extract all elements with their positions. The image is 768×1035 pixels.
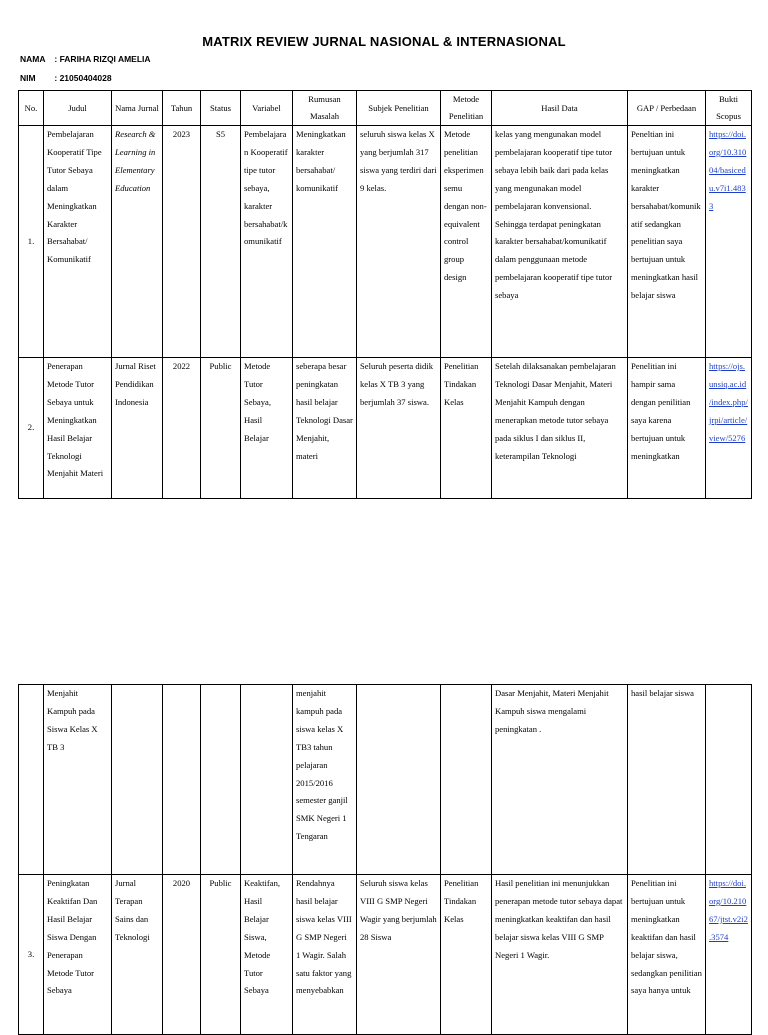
- header-rumusan-masalah: Rumusan Masalah: [293, 91, 357, 126]
- cell-judul: Penerapan Metode Tutor Sebaya untuk Meningkatkan Hasil Belajar Teknologi Menjahit Materi: [44, 358, 112, 499]
- cell-jurnal: Jurnal Terapan Sains dan Teknologi: [112, 875, 163, 1035]
- table-row: [19, 875, 752, 1035]
- student-nim-line: [20, 73, 112, 83]
- cell-gap: Penelitian ini hampir sama dengan penilitian saya karena bertujuan untuk meningkatkan: [628, 358, 706, 499]
- cell-tahun: 2022: [163, 358, 201, 499]
- cell-bukti: [706, 126, 752, 358]
- cell-metode: Penelitian Tindakan Kelas: [441, 358, 492, 499]
- scopus-link[interactable]: https://doi.org/10.21067/jtst.v2i2.3574: [709, 878, 748, 942]
- cell-gap: hasil belajar siswa: [628, 685, 706, 875]
- cell-metode: Penelitian Tindakan Kelas: [441, 875, 492, 1035]
- cell-subjek: [357, 685, 441, 875]
- cell-tahun: [163, 685, 201, 875]
- cell-subjek: Seluruh siswa kelas VIII G SMP Negeri Wagir yang berjumlah 28 Siswa: [357, 875, 441, 1035]
- cell-tahun: 2023: [163, 126, 201, 358]
- review-matrix-table: [18, 90, 752, 499]
- student-name-line: [20, 54, 151, 64]
- cell-judul: Peningkatan Keaktifan Dan Hasil Belajar Siswa Dengan Penerapan Metode Tutor Sebaya: [44, 875, 112, 1035]
- header-judul: Judul: [44, 91, 112, 126]
- cell-gap: Peneltian ini bertujuan untuk meningkatkan karakter bersahabat/komunikatif sedangkan penelitian saya bertujuan untuk meningkatkan hasil belajar siswa: [628, 126, 706, 358]
- cell-gap: Penelitian ini bertujuan untuk meningkatkan keaktifan dan hasil belajar siswa, sedangkan penilitian saya hanya untuk: [628, 875, 706, 1035]
- cell-subjek: Seluruh peserta didik kelas X TB 3 yang berjumlah 37 siswa.: [357, 358, 441, 499]
- cell-judul: Menjahit Kampuh pada Siswa Kelas X TB 3: [44, 685, 112, 875]
- cell-no: 3.: [19, 875, 44, 1035]
- header-hasil-data: Hasil Data: [492, 91, 628, 126]
- cell-variabel: [241, 685, 293, 875]
- cell-status: Public: [201, 875, 241, 1035]
- table-row: [19, 126, 752, 358]
- review-matrix-table-continued: [18, 684, 752, 1035]
- cell-subjek: seluruh siswa kelas X yang berjumlah 317 siswa yang terdiri dari 9 kelas.: [357, 126, 441, 358]
- header-nama-jurnal: Nama Jurnal: [112, 91, 163, 126]
- header-variabel: Variabel: [241, 91, 293, 126]
- cell-hasil: Setelah dilaksanakan pembelajaran Teknologi Dasar Menjahit, Materi Menjahit Kampuh dengan menerapkan metode tutor sebaya pada siklus I dan siklus II, keterampilan Teknologi: [492, 358, 628, 499]
- nim-value: : 21050404028: [54, 73, 112, 83]
- header-metode-penelitian: Metode Penelitian: [441, 91, 492, 126]
- cell-no: 1.: [19, 126, 44, 358]
- cell-no: 2.: [19, 358, 44, 499]
- cell-status: Public: [201, 358, 241, 499]
- header-tahun: Tahun: [163, 91, 201, 126]
- cell-variabel: Metode Tutor Sebaya, Hasil Belajar: [241, 358, 293, 499]
- cell-jurnal: Jurnal Riset Pendidikan Indonesia: [112, 358, 163, 499]
- table-header-row: [19, 91, 752, 126]
- cell-status: [201, 685, 241, 875]
- cell-jurnal: Research & Learning in Elementary Education: [112, 126, 163, 358]
- header-gap: GAP / Perbedaan: [628, 91, 706, 126]
- cell-no: [19, 685, 44, 875]
- header-status: Status: [201, 91, 241, 126]
- document-title: MATRIX REVIEW JURNAL NASIONAL & INTERNASIONAL: [202, 34, 566, 49]
- scopus-link[interactable]: https://ojs.unsiq.ac.id/index.php/jrpi/article/view/5276: [709, 361, 748, 443]
- header-subjek-penelitian: Subjek Penelitian: [357, 91, 441, 126]
- table-row: [19, 685, 752, 875]
- cell-jurnal: [112, 685, 163, 875]
- header-no: No.: [19, 91, 44, 126]
- cell-judul: Pembelajaran Kooperatif Tipe Tutor Sebaya dalam Meningkatkan Karakter Bersahabat/ Komunikatif: [44, 126, 112, 358]
- table-row: [19, 358, 752, 499]
- cell-metode: [441, 685, 492, 875]
- cell-bukti: [706, 685, 752, 875]
- cell-hasil: kelas yang mengunakan model pembelajaran kooperatif tipe tutor sebaya lebih baik dari pada kelas yang mengunakan model pembelajaran konvensional. Sehingga terdapat peningkatan karakter bersahabat/komunikatif dalam penggunaan metode pembelajaran kooperatif tipe tutor sebaya: [492, 126, 628, 358]
- cell-variabel: Keaktifan, Hasil Belajar Siswa, Metode Tutor Sebaya: [241, 875, 293, 1035]
- scopus-link[interactable]: https://doi.org/10.31004/basicedu.v7i1.4833: [709, 129, 747, 211]
- cell-rumusan: menjahit kampuh pada siswa kelas X TB3 tahun pelajaran 2015/2016 semester ganjil SMK Negeri 1 Tengaran: [293, 685, 357, 875]
- cell-tahun: 2020: [163, 875, 201, 1035]
- cell-hasil: Dasar Menjahit, Materi Menjahit Kampuh siswa mengalami peningkatan .: [492, 685, 628, 875]
- cell-status: S5: [201, 126, 241, 358]
- cell-bukti: [706, 875, 752, 1035]
- cell-bukti: [706, 358, 752, 499]
- cell-variabel: Pembelajaran Kooperatif tipe tutor sebaya, karakter bersahabat/komunikatif: [241, 126, 293, 358]
- cell-hasil: Hasil penelitian ini menunjukkan penerapan metode tutor sebaya dapat meningkatkan keaktifan dan hasil belajar siswa kelas VIII G SMP Negeri 1 Wagir.: [492, 875, 628, 1035]
- cell-rumusan: Rendahnya hasil belajar siswa kelas VIII G SMP Negeri 1 Wagir. Salah satu faktor yang menyebabkan: [293, 875, 357, 1035]
- cell-rumusan: Meningkatkan karakter bersahabat/ komunikatif: [293, 126, 357, 358]
- cell-rumusan: seberapa besar peningkatan hasil belajar Teknologi Dasar Menjahit, materi: [293, 358, 357, 499]
- name-value: : FARIHA RIZQI AMELIA: [54, 54, 151, 64]
- header-bukti-scopus: Bukti Scopus: [706, 91, 752, 126]
- cell-metode: Metode penelitian eksperimen semu dengan non-equivalent control group design: [441, 126, 492, 358]
- name-label: NAMA: [20, 54, 46, 64]
- nim-label: NIM: [20, 73, 36, 83]
